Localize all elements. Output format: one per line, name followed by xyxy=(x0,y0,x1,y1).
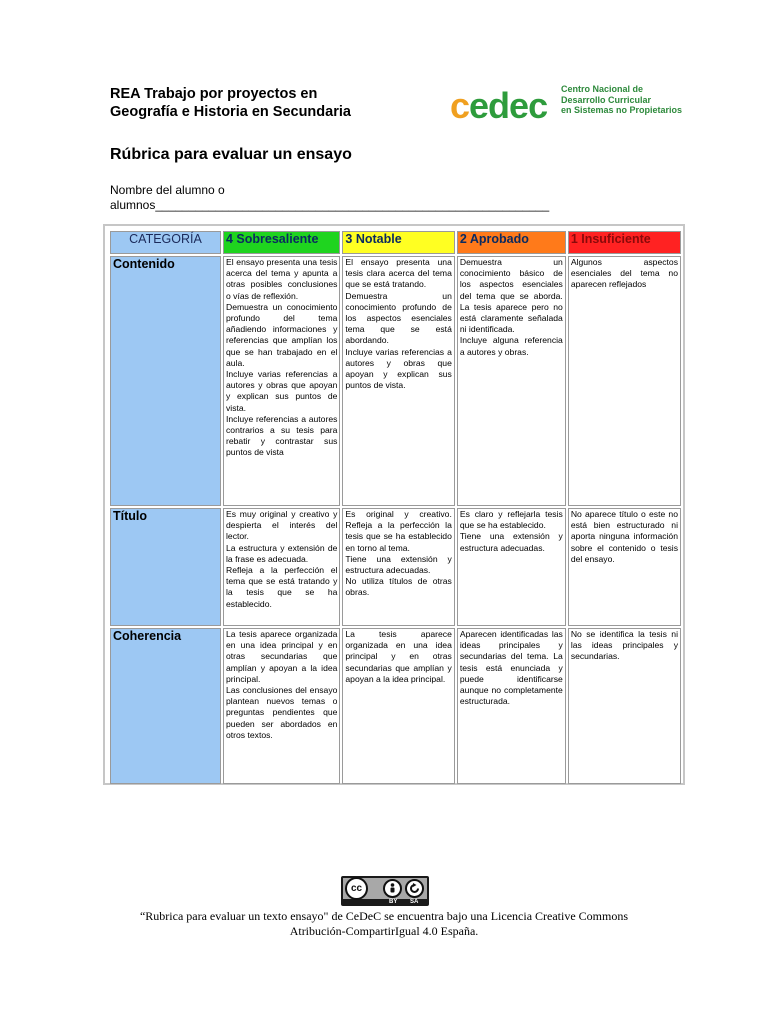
rubric-row-coherencia xyxy=(110,628,681,784)
rubric-row-titulo xyxy=(110,508,681,626)
rubric-header-row xyxy=(110,231,681,254)
cedec-logo xyxy=(450,84,690,128)
license-line1: “Rubrica para evaluar un texto ensayo" de CeDeC se encuentra bajo una Licencia Creative Commons xyxy=(139,909,629,923)
badge-sa-label: SA xyxy=(410,899,419,905)
category-header: CATEGORÍA xyxy=(110,231,221,254)
cell-coherencia-1: No se identifica la tesis ni las ideas principales y secundarias. xyxy=(568,628,681,784)
cell-contenido-4: El ensayo presenta una tesis acerca del tema y apunta a otras posibles conclusiones o vías de reflexión. Demuestra un conocimiento profundo del tema añadiendo informaciones y referencias que amplían los que se han trabajado en el aula. Incluye varias referencias a autores y obras que apoyan y explican sus puntos de vista. Incluye referencias a autores contrarios a su tesis para rebatir y contrastar sus puntos de vista xyxy=(223,256,340,506)
level-header-sobresaliente: 4 Sobresaliente xyxy=(223,231,340,254)
cell-coherencia-4: La tesis aparece organizada en una idea principal y en otras secundarias que amplían y apoyan a la idea principal. Las conclusiones del ensayo plantean nuevos temas o preguntas pendientes que pueden ser abordados en otros textos. xyxy=(223,628,340,784)
criterion-contenido: Contenido xyxy=(110,256,221,506)
cedec-logo-word: cedec xyxy=(450,85,548,126)
project-title xyxy=(110,85,351,121)
license-line2: Atribución-CompartirIgual 4.0 España. xyxy=(289,924,479,938)
student-label-line2: alumnos___________________________________________________________ xyxy=(110,198,550,212)
rubric-table-frame xyxy=(103,224,685,785)
cell-titulo-2: Es claro y reflejarla tesis que se ha establecido. Tiene una extensión y estructura adecuadas. xyxy=(457,508,566,626)
license-text xyxy=(0,909,768,939)
cell-coherencia-3: La tesis aparece organizada en una idea principal y en otras secundarias que amplían y apoyan a la idea principal. xyxy=(342,628,454,784)
cell-titulo-1: No aparece título o este no está bien estructurado ni aporta ninguna información sobre el contenido o tesis del ensayo. xyxy=(568,508,681,626)
criterion-coherencia: Coherencia xyxy=(110,628,221,784)
cell-contenido-1: Algunos aspectos esenciales del tema no aparecen reflejados xyxy=(568,256,681,506)
rubric-row-contenido xyxy=(110,256,681,506)
cell-titulo-3: Es original y creativo. Refleja a la perfección la tesis que se ha establecido en torno al tema. Tiene una extensión y estructura adecuadas. No utiliza títulos de otras obras. xyxy=(342,508,454,626)
cedec-logo-text: Centro Nacional de Desarrollo Curricular en Sistemas no Propietarios xyxy=(561,84,683,115)
share-alike-icon xyxy=(405,879,424,898)
criterion-titulo: Título xyxy=(110,508,221,626)
project-title-line2: Geografía e Historia en Secundaria xyxy=(110,104,351,120)
student-label-line1: Nombre del alumno o xyxy=(110,183,225,197)
rubric-table xyxy=(108,229,683,786)
document-title: Rúbrica para evaluar un ensayo xyxy=(110,146,352,163)
cell-contenido-2: Demuestra un conocimiento básico de los aspectos esenciales del tema que se aborda. La tesis aparece pero no está claramente señalada ni identificada. Incluye alguna referencia a autores y obras. xyxy=(457,256,566,506)
level-header-insuficiente: 1 Insuficiente xyxy=(568,231,681,254)
cell-titulo-4: Es muy original y creativo y despierta el interés del lector. La estructura y extensión de la frase es adecuada. Refleja a la perfección el tema que se está tratando y la tesis que se ha establecido. xyxy=(223,508,340,626)
creative-commons-badge[interactable] xyxy=(341,876,429,906)
attribution-icon xyxy=(383,879,402,898)
level-header-aprobado: 2 Aprobado xyxy=(457,231,566,254)
badge-by-label: BY xyxy=(389,899,398,905)
cc-icon: cc xyxy=(345,877,368,900)
cell-contenido-3: El ensayo presenta una tesis clara acerca del tema que se está tratando. Demuestra un conocimiento profundo de los aspectos esenciales tema que se está abordando. Incluye varias referencias a autores y obras que apoyan y explican sus puntos de vista. xyxy=(342,256,454,506)
project-title-line1: REA Trabajo por proyectos en xyxy=(110,86,318,102)
cell-coherencia-2: Aparecen identificadas las ideas principales y secundarias del tema. La tesis está enunciada y puede identificarse aunque no completamente estructurada. xyxy=(457,628,566,784)
level-header-notable: 3 Notable xyxy=(342,231,454,254)
student-name-field xyxy=(110,183,549,213)
